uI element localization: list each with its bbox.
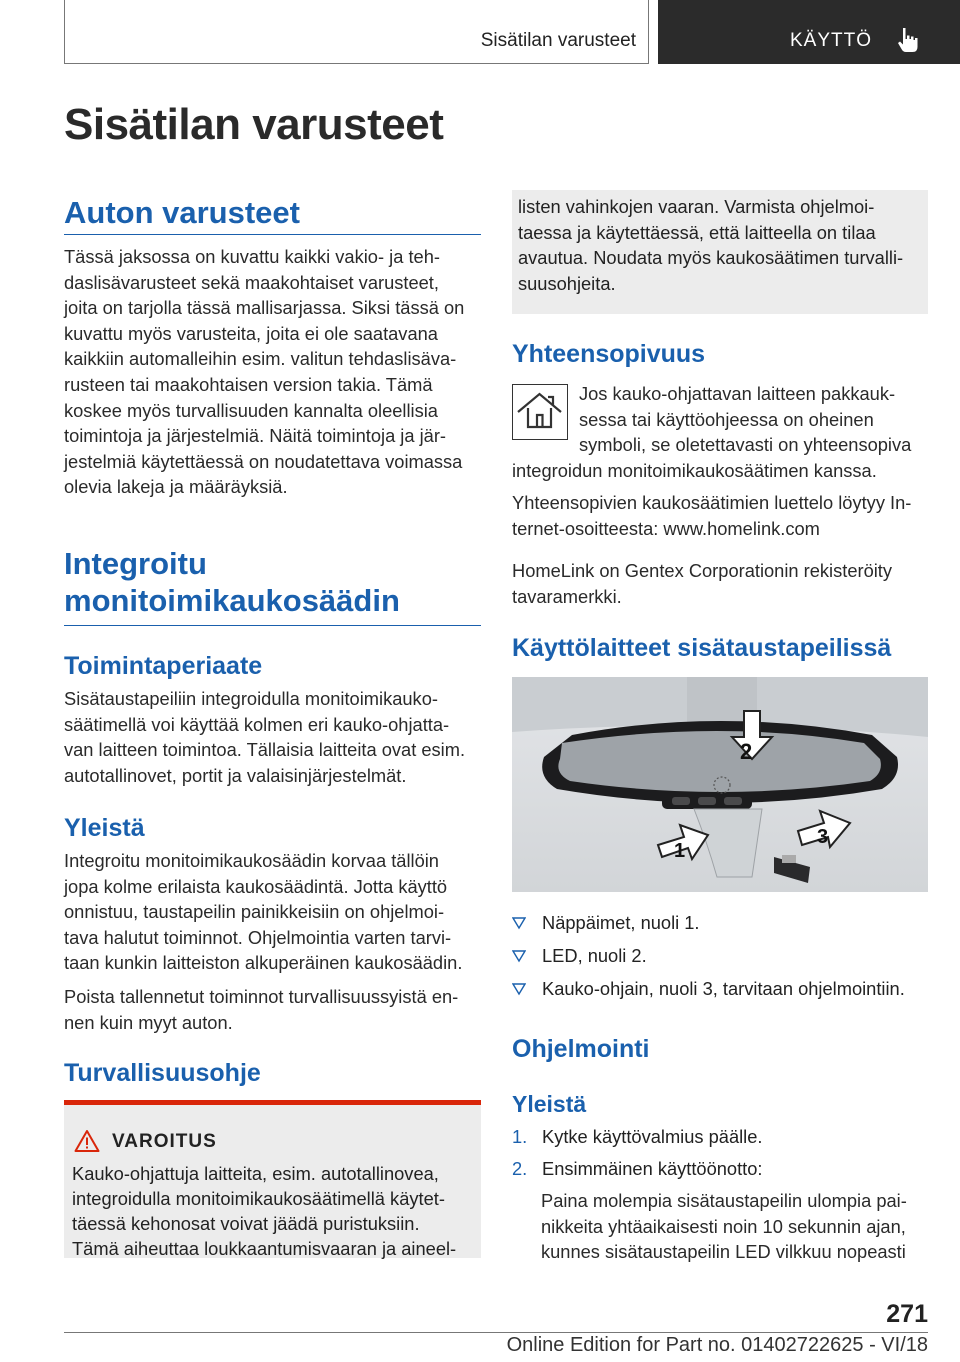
list-item-text: LED, nuoli 2.	[542, 945, 647, 966]
step-number: 2.	[512, 1158, 528, 1179]
step-2-detail: Paina molempia sisätaustapeilin ulompia pai- nikkeita yhtäaikaisesti noin 10 sekunnin ajan, kunnes sisätaustapeilin LED vilkkuu nopeasti	[541, 1190, 907, 1263]
paragraph-yhteensopivuus-cont: integroidun monitoimikaukosäätimen kanssa.	[512, 460, 877, 481]
page-number: 271	[886, 1300, 928, 1328]
triangle-bullet-icon	[512, 949, 526, 963]
heading-integroitu-line2: monitoimikaukosäädin	[64, 583, 400, 618]
warning-box	[64, 1100, 481, 1258]
warning-text-continued: listen vahinkojen vaaran. Varmista ohjelmoi- taessa ja käytettäessä, että laitteella on tilaa avautua. Noudata myös kaukosäätimen turvalli- suusohjeita.	[518, 196, 904, 294]
header-divider-left	[64, 0, 65, 64]
heading-rule	[64, 234, 481, 235]
triangle-bullet-icon	[512, 982, 526, 996]
step-number: 1.	[512, 1126, 528, 1147]
heading-kayttolaitteet: Käyttölaitteet sisätaustapeilissä	[512, 634, 892, 662]
paragraph-auton-varusteet: Tässä jaksossa on kuvattu kaikki vakio- ja teh- daslisävarusteet sekä maakohtaiset varusteet, joita on tarjolla tässä mallisarjassa. Siksi tässä on kuvattu myös varusteita, joita ei ole saatavana kaikkiin automalleihin esim. valitun tehdaslisäva- rusteen tai maakohtaisen version takia. Tämä koskee myös turvallisuuden kannalta oleellisia toimintoja ja järjestelmiä. Näitä toimintoja ja jär- jestelmiä käytettäessä on noudatettava voimassa olevia lakeja ja määräyksiä.	[64, 246, 465, 498]
warning-title: VAROITUS	[112, 1131, 217, 1152]
warning-text: Kauko-ohjattuja laitteita, esim. autotallinovea, integroidulla monitoimikaukosäätimellä käytet- täessä kehonosat voivat jäädä puristuksiin. Tämä aiheuttaa loukkaantumisvaaran ja aineel-	[72, 1163, 457, 1259]
house-icon	[513, 385, 566, 438]
step-text: Ensimmäinen käyttöönotto:	[542, 1158, 763, 1179]
list-item-text: Näppäimet, nuoli 1.	[542, 912, 700, 933]
footer-edition: Online Edition for Part no. 01402722625 - VI/18	[506, 1334, 928, 1356]
paragraph-homelink-trademark: HomeLink on Gentex Corporationin rekisteröity tavaramerkki.	[512, 560, 893, 607]
list-item-text: Kauko-ohjain, nuoli 3, tarvitaan ohjelmointiin.	[542, 978, 905, 999]
heading-ohjelmointi: Ohjelmointi	[512, 1035, 650, 1063]
heading-auton-varusteet: Auton varusteet	[64, 195, 300, 230]
heading-yleista-ohjelmointi: Yleistä	[512, 1091, 587, 1117]
paragraph-yleista-2: Poista tallennetut toiminnot turvallisuussyistä en- nen kuin myyt auton.	[64, 986, 459, 1033]
heading-yhteensopivuus: Yhteensopivuus	[512, 340, 706, 368]
header-chapter-label: KÄYTTÖ	[790, 30, 873, 51]
footer-rule	[64, 1332, 928, 1333]
heading-integroitu-line1: Integroitu	[64, 546, 207, 581]
paragraph-toimintaperiaate: Sisätaustapeiliin integroidulla monitoimikauko- säätimellä voi käyttää kolmen eri kauko-ohjatta- van laitteen toimintoa. Tällaisia laitteita ovat esim. autotallinovet, portit ja valaisinjärjestelmät.	[64, 688, 466, 786]
paragraph-yleista-1: Integroitu monitoimikaukosäädin korvaa tällöin jopa kolme erilaista kaukosäädintä. Jotta käyttö onnistuu, taustapeilin painikkeisiin on ohjelmoi- tava halutut toiminnot. Ohjelmointia varten tarvi- taan kunkin laitteiston alkuperäinen kaukosäädin.	[64, 850, 463, 974]
heading-yleista: Yleistä	[64, 814, 145, 842]
paragraph-yhteensopivuus-beside-icon: Jos kauko-ohjattavan laitteen pakkauk- sessa tai käyttöohjeessa on oheinen symboli, se oletettavasti on yhteensopiva	[579, 383, 912, 456]
mirror-illustration	[512, 677, 928, 892]
triangle-bullet-icon	[512, 916, 526, 930]
header-divider-mid	[648, 0, 649, 64]
callout-label-1: 1	[674, 840, 686, 862]
heading-turvallisuusohje: Turvallisuusohje	[64, 1059, 261, 1087]
header-bottom-rule	[64, 63, 648, 64]
header-section-title: Sisätilan varusteet	[480, 30, 636, 51]
callout-label-2: 2	[740, 739, 753, 764]
heading-rule	[64, 625, 481, 626]
paragraph-homelink-link: Yhteensopivien kaukosäätimien luettelo löytyy In- ternet-osoitteesta: www.homelink.com	[512, 492, 912, 539]
callout-label-3: 3	[817, 826, 829, 848]
step-text: Kytke käyttövalmius päälle.	[542, 1126, 763, 1147]
hand-pointing-icon	[894, 26, 922, 54]
warning-box-continued	[512, 190, 928, 314]
homelink-symbol	[512, 384, 568, 440]
page-title: Sisätilan varusteet	[64, 100, 444, 149]
warning-triangle-icon	[74, 1129, 100, 1153]
heading-toimintaperiaate: Toimintaperiaate	[64, 652, 263, 680]
